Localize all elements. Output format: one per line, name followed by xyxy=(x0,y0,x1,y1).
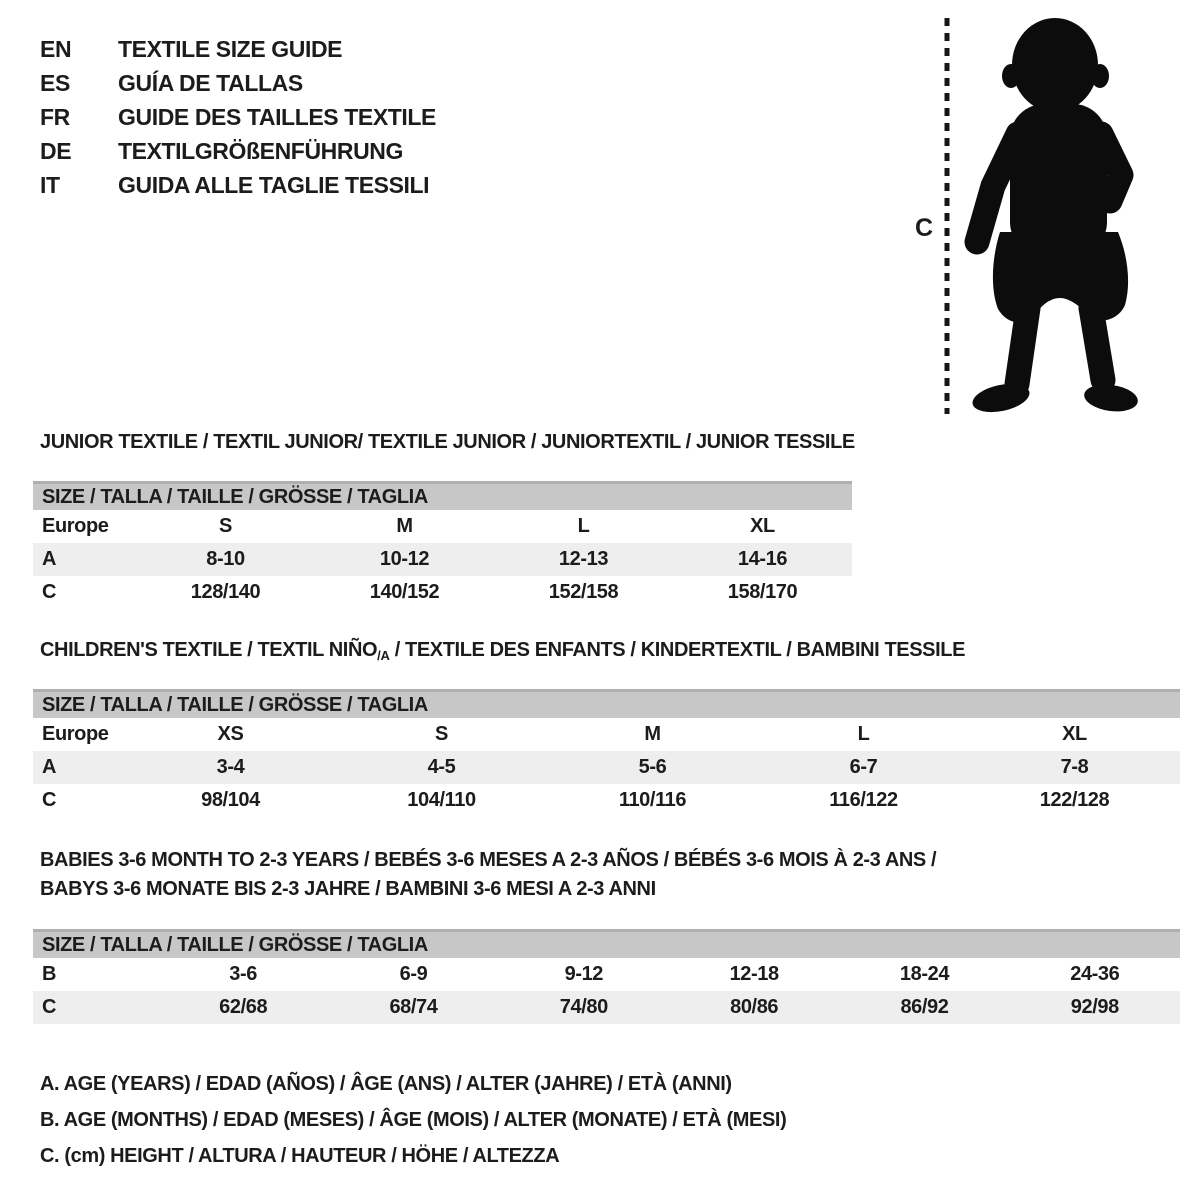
age-cell: 8-10 xyxy=(206,548,245,570)
height-cell: 98/104 xyxy=(201,789,260,811)
height-label-c: C xyxy=(915,214,933,242)
height-cell: 128/140 xyxy=(190,581,261,603)
table-row-age-months xyxy=(33,958,1180,991)
age-cell: 12-18 xyxy=(729,963,779,985)
height-cell: 122/128 xyxy=(1039,789,1110,811)
row-label: C xyxy=(42,996,57,1018)
row-label: A xyxy=(42,548,57,570)
children-title-suffix: /A xyxy=(377,648,390,663)
age-cell: 3-4 xyxy=(216,756,245,778)
babies-size-table xyxy=(33,929,1180,1024)
height-cell: 74/80 xyxy=(559,996,608,1018)
footnote-a: A. AGE (YEARS) / EDAD (AÑOS) / ÂGE (ANS) / ALTER (JAHRE) / ETÀ (ANNI) xyxy=(40,1073,732,1095)
language-label: TEXTILGRÖßENFÜHRUNG xyxy=(118,138,403,164)
age-cell: 10-12 xyxy=(379,548,430,570)
children-section-title xyxy=(40,636,965,670)
age-cell: 7-8 xyxy=(1060,756,1089,778)
table-row-height xyxy=(33,576,852,609)
height-cell: 110/116 xyxy=(618,789,687,811)
height-cell: 158/170 xyxy=(727,581,798,603)
size-cell: S xyxy=(435,723,448,745)
footnote-b: B. AGE (MONTHS) / EDAD (MESES) / ÂGE (MOIS) / ALTER (MONATE) / ETÀ (MESI) xyxy=(40,1109,787,1131)
age-cell: 4-5 xyxy=(427,756,456,778)
row-label: Europe xyxy=(42,723,109,745)
height-cell: 152/158 xyxy=(548,581,619,603)
height-cell: 140/152 xyxy=(369,581,440,603)
language-code: ES xyxy=(40,70,70,96)
language-row-de xyxy=(40,134,436,168)
height-cell: 116/122 xyxy=(829,789,898,811)
language-row-fr xyxy=(40,100,436,134)
children-size-table xyxy=(33,689,1180,817)
age-cell: 5-6 xyxy=(638,756,667,778)
size-cell: M xyxy=(396,515,413,537)
size-header-bar: SIZE / TALLA / TAILLE / GRÖSSE / TAGLIA xyxy=(33,689,1180,718)
language-row-it xyxy=(40,168,436,202)
table-row-europe xyxy=(33,510,852,543)
size-cell: XL xyxy=(1062,723,1087,745)
age-cell: 12-13 xyxy=(558,548,609,570)
language-code: FR xyxy=(40,104,70,130)
babies-title-line1: BABIES 3-6 MONTH TO 2-3 YEARS / BEBÉS 3-6 MESES A 2-3 AÑOS / BÉBÉS 3-6 MOIS À 2-3 ANS / xyxy=(40,849,937,871)
footnote-c: C. (cm) HEIGHT / ALTURA / HAUTEUR / HÖHE / ALTEZZA xyxy=(40,1145,560,1167)
size-cell: XS xyxy=(217,723,244,745)
size-header-bar: SIZE / TALLA / TAILLE / GRÖSSE / TAGLIA xyxy=(33,929,1180,958)
size-cell: S xyxy=(219,515,232,537)
table-row-height xyxy=(33,991,1180,1024)
height-cell: 92/98 xyxy=(1070,996,1119,1018)
height-cell: 68/74 xyxy=(389,996,438,1018)
row-label: C xyxy=(42,789,57,811)
table-row-age-years xyxy=(33,751,1180,784)
table-row-age-years xyxy=(33,543,852,576)
age-cell: 18-24 xyxy=(899,963,950,985)
junior-section-title: JUNIOR TEXTILE / TEXTIL JUNIOR/ TEXTILE JUNIOR / JUNIORTEXTIL / JUNIOR TESSILE xyxy=(40,431,855,453)
age-cell: 9-12 xyxy=(564,963,604,985)
age-cell: 24-36 xyxy=(1070,963,1120,985)
language-code: EN xyxy=(40,36,72,62)
height-cell: 104/110 xyxy=(407,789,476,811)
age-cell: 14-16 xyxy=(737,548,788,570)
children-title-rest: / TEXTILE DES ENFANTS / KINDERTEXTIL / BAMBINI TESSILE xyxy=(389,639,966,661)
size-cell: XL xyxy=(750,515,775,537)
language-code: DE xyxy=(40,138,72,164)
row-label: A xyxy=(42,756,57,778)
language-row-en xyxy=(40,32,436,66)
age-cell: 6-9 xyxy=(399,963,428,985)
language-row-es xyxy=(40,66,436,100)
height-measure-line xyxy=(942,14,952,418)
height-cell: 80/86 xyxy=(730,996,779,1018)
size-header-bar: SIZE / TALLA / TAILLE / GRÖSSE / TAGLIA xyxy=(33,481,852,510)
height-cell: 62/68 xyxy=(219,996,268,1018)
children-title-main: CHILDREN'S TEXTILE / TEXTIL NIÑO xyxy=(40,639,378,661)
language-label: GUIDE DES TAILLES TEXTILE xyxy=(118,104,436,130)
table-row-europe xyxy=(33,718,1180,751)
size-cell: M xyxy=(644,723,661,745)
size-cell: L xyxy=(577,515,590,537)
babies-title-line2: BABYS 3-6 MONATE BIS 2-3 JAHRE / BAMBINI 3-6 MESI A 2-3 ANNI xyxy=(40,878,656,900)
babies-section-title xyxy=(40,846,936,904)
language-label: TEXTILE SIZE GUIDE xyxy=(118,36,343,62)
language-list xyxy=(40,32,436,202)
age-cell: 6-7 xyxy=(849,756,878,778)
row-label: B xyxy=(42,963,57,985)
height-cell: 86/92 xyxy=(900,996,949,1018)
toddler-silhouette-image xyxy=(960,12,1145,419)
size-cell: L xyxy=(857,723,870,745)
junior-size-table xyxy=(33,481,852,609)
age-cell: 3-6 xyxy=(229,963,258,985)
language-code: IT xyxy=(40,172,60,198)
language-label: GUIDA ALLE TAGLIE TESSILI xyxy=(118,172,430,198)
language-label: GUÍA DE TALLAS xyxy=(118,70,303,96)
footnote-legend xyxy=(40,1066,786,1174)
table-row-height xyxy=(33,784,1180,817)
row-label: Europe xyxy=(42,515,109,537)
row-label: C xyxy=(42,581,57,603)
